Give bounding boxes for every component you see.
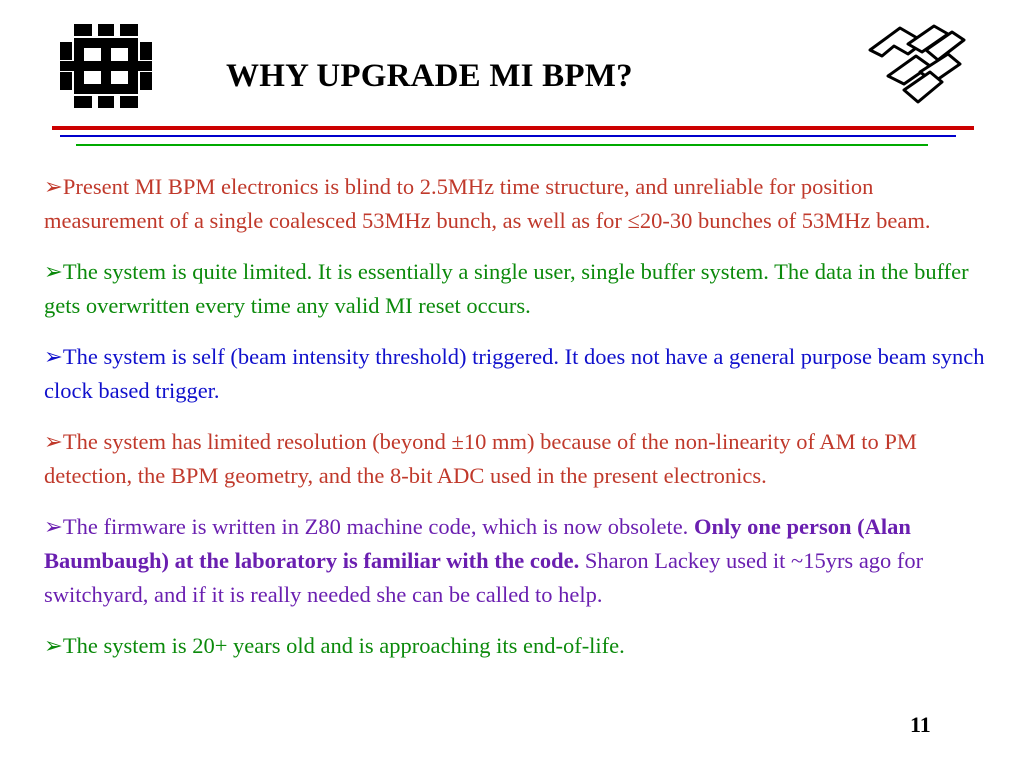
bullet-text: The system has limited resolution (beyond ±10 mm) because of the non-linearity of AM to PM detection, the BPM geometry, and the 8-bit ADC used in the present electronics. bbox=[44, 429, 917, 488]
bullet-item bbox=[44, 629, 996, 663]
bullet-item bbox=[44, 340, 996, 408]
bullet-text: The system is self (beam intensity threshold) triggered. It does not have a general purpose beam synch clock based trigger. bbox=[44, 344, 985, 403]
bullet-text: The system is quite limited. It is essentially a single user, single buffer system. The data in the buffer gets overwritten every time any valid MI reset occurs. bbox=[44, 259, 969, 318]
bullet-arrow-icon: ➢ bbox=[44, 344, 63, 369]
bullet-text: Sharon Lackey used it ~15yrs ago for switchyard, and if it is really needed she can be called to help. bbox=[44, 548, 924, 607]
bullet-list bbox=[44, 170, 996, 680]
bullet-arrow-icon: ➢ bbox=[44, 514, 63, 539]
bullet-text: The system is 20+ years old and is approaching its end-of-life. bbox=[62, 633, 625, 658]
bullet-text: Present MI BPM electronics is blind to 2.5MHz time structure, and unreliable for position measurement of a single coalesced 53MHz bunch, as well as for ≤20-30 bunches of 53MHz beam. bbox=[44, 174, 931, 233]
bullet-text-bold: Only one person (Alan Baumbaugh) at the laboratory is familiar with the code. bbox=[44, 514, 911, 573]
bullet-item bbox=[44, 170, 996, 238]
slide-title: WHY UPGRADE MI BPM? bbox=[226, 58, 633, 94]
rule-red bbox=[52, 126, 974, 130]
bullet-arrow-icon: ➢ bbox=[44, 429, 63, 454]
bullet-item bbox=[44, 510, 996, 612]
bullet-item bbox=[44, 425, 996, 493]
fermilab-logo bbox=[60, 24, 152, 108]
main-injector-logo-icon bbox=[864, 20, 970, 112]
bullet-arrow-icon: ➢ bbox=[44, 259, 63, 284]
bullet-arrow-icon: ➢ bbox=[44, 633, 63, 658]
page-number: 11 bbox=[910, 712, 931, 737]
bullet-item bbox=[44, 255, 996, 323]
fermilab-logo-icon bbox=[60, 24, 152, 108]
bullet-arrow-icon: ➢ bbox=[44, 174, 63, 199]
main-injector-logo bbox=[864, 20, 970, 112]
rule-blue bbox=[60, 135, 956, 137]
rule-green bbox=[76, 144, 928, 146]
bullet-text: The firmware is written in Z80 machine code, which is now obsolete. bbox=[62, 514, 694, 539]
